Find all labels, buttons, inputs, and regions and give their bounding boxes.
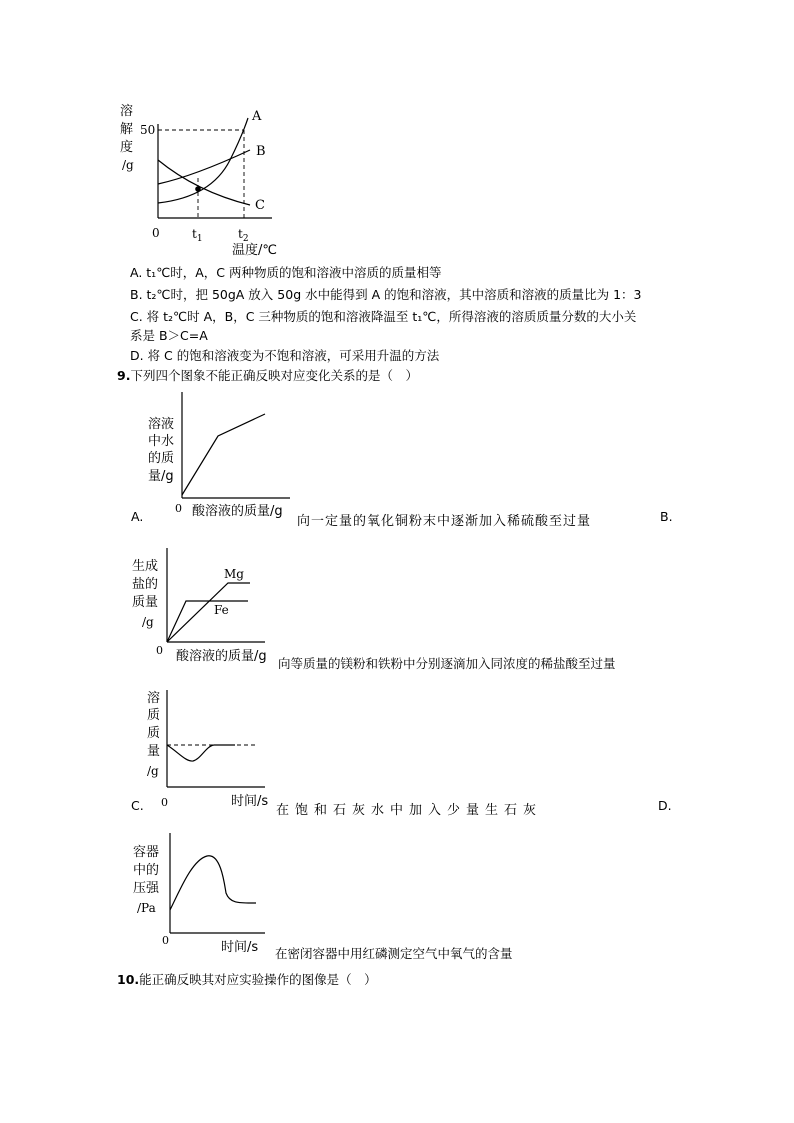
svg-text:A: A: [252, 109, 262, 124]
option-d: D. 将 C 的饱和溶液变为不饱和溶液，可采用升温的方法: [130, 348, 440, 363]
svg-text:0: 0: [162, 934, 169, 947]
svg-text:中水: 中水: [148, 434, 175, 449]
svg-text:B: B: [256, 144, 266, 159]
svg-text:Fe: Fe: [214, 603, 229, 617]
question-number: 10.: [117, 972, 140, 987]
option-a: A. t₁℃时，A，C 两种物质的饱和溶液中溶质的质量相等: [130, 265, 442, 280]
graph-a-letter: A.: [131, 509, 144, 524]
graph-b-caption: 向等质量的镁粉和铁粉中分别逐滴加入同浓度的稀盐酸至过量: [278, 656, 616, 671]
svg-text:t2: $t_2$: [238, 227, 249, 244]
svg-text:溶: 溶: [147, 691, 161, 706]
svg-text:/Pa: /Pa: [137, 901, 156, 915]
svg-text:压强: 压强: [133, 881, 160, 896]
svg-text:0: 0: [152, 226, 160, 240]
svg-text:/g: /g: [147, 764, 159, 778]
svg-text:解: 解: [120, 122, 134, 137]
option-c-line1: C. 将 t₂℃时 A，B，C 三种物质的饱和溶液降温至 t₁℃，所得溶液的溶质质量分数的大小关: [130, 309, 637, 324]
svg-text:/g: /g: [122, 158, 134, 172]
graph-d-letter: D.: [658, 798, 672, 813]
svg-text:度: 度: [120, 140, 134, 155]
graph-d-caption: 在密闭容器中用红磷测定空气中氧气的含量: [275, 946, 513, 961]
svg-text:C: C: [255, 198, 265, 213]
svg-text:生成: 生成: [132, 559, 159, 574]
graph-d-line: [170, 856, 256, 910]
svg-text:0: 0: [175, 502, 182, 515]
svg-text:质量: 质量: [132, 595, 159, 610]
svg-text:的质: 的质: [148, 451, 175, 466]
graph-c-letter: C.: [131, 798, 144, 813]
svg-text:/g: /g: [142, 615, 154, 629]
question-number: 9.: [117, 368, 131, 383]
svg-text:50: 50: [140, 123, 156, 137]
svg-text:中的: 中的: [133, 863, 160, 878]
svg-text:时间/s: 时间/s: [231, 794, 269, 809]
svg-text:0: 0: [161, 796, 168, 809]
option-b: B. t₂℃时，把 50gA 放入 50g 水中能得到 A 的饱和溶液，其中溶质和溶液的质量比为 1：3: [130, 287, 642, 302]
svg-text:酸溶液的质量/g: 酸溶液的质量/g: [192, 504, 283, 519]
svg-text:量: 量: [147, 744, 161, 759]
svg-text:质: 质: [147, 726, 161, 741]
question-stem: 下列四个图象不能正确反映对应变化关系的是（ ）: [130, 368, 418, 383]
option-c-line2: 系是 B＞C=A: [130, 328, 208, 343]
svg-text:t1: $t_1$: [192, 227, 203, 244]
svg-text:Mg: Mg: [224, 567, 244, 581]
svg-text:0: 0: [156, 644, 163, 657]
svg-text:时间/s: 时间/s: [221, 940, 259, 955]
svg-text:容器: 容器: [133, 845, 160, 860]
graph-b-letter: B.: [660, 509, 673, 524]
svg-text:溶: 溶: [120, 104, 134, 119]
question-10: [117, 974, 377, 987]
svg-text:质: 质: [147, 708, 161, 723]
graph-c-caption: 在饱和石灰水中加入少量生石灰: [276, 803, 543, 818]
svg-text:温度/℃: 温度/℃: [232, 243, 277, 258]
question-stem: 能正确反映其对应实验操作的图像是（ ）: [139, 972, 377, 987]
svg-text:盐的: 盐的: [132, 577, 159, 592]
svg-text:量/g: 量/g: [148, 469, 174, 484]
svg-text:溶液: 溶液: [148, 417, 175, 432]
graph-a-caption: 向一定量的氧化铜粉末中逐渐加入稀硫酸至过量: [297, 514, 592, 529]
svg-text:酸溶液的质量/g: 酸溶液的质量/g: [176, 649, 267, 664]
